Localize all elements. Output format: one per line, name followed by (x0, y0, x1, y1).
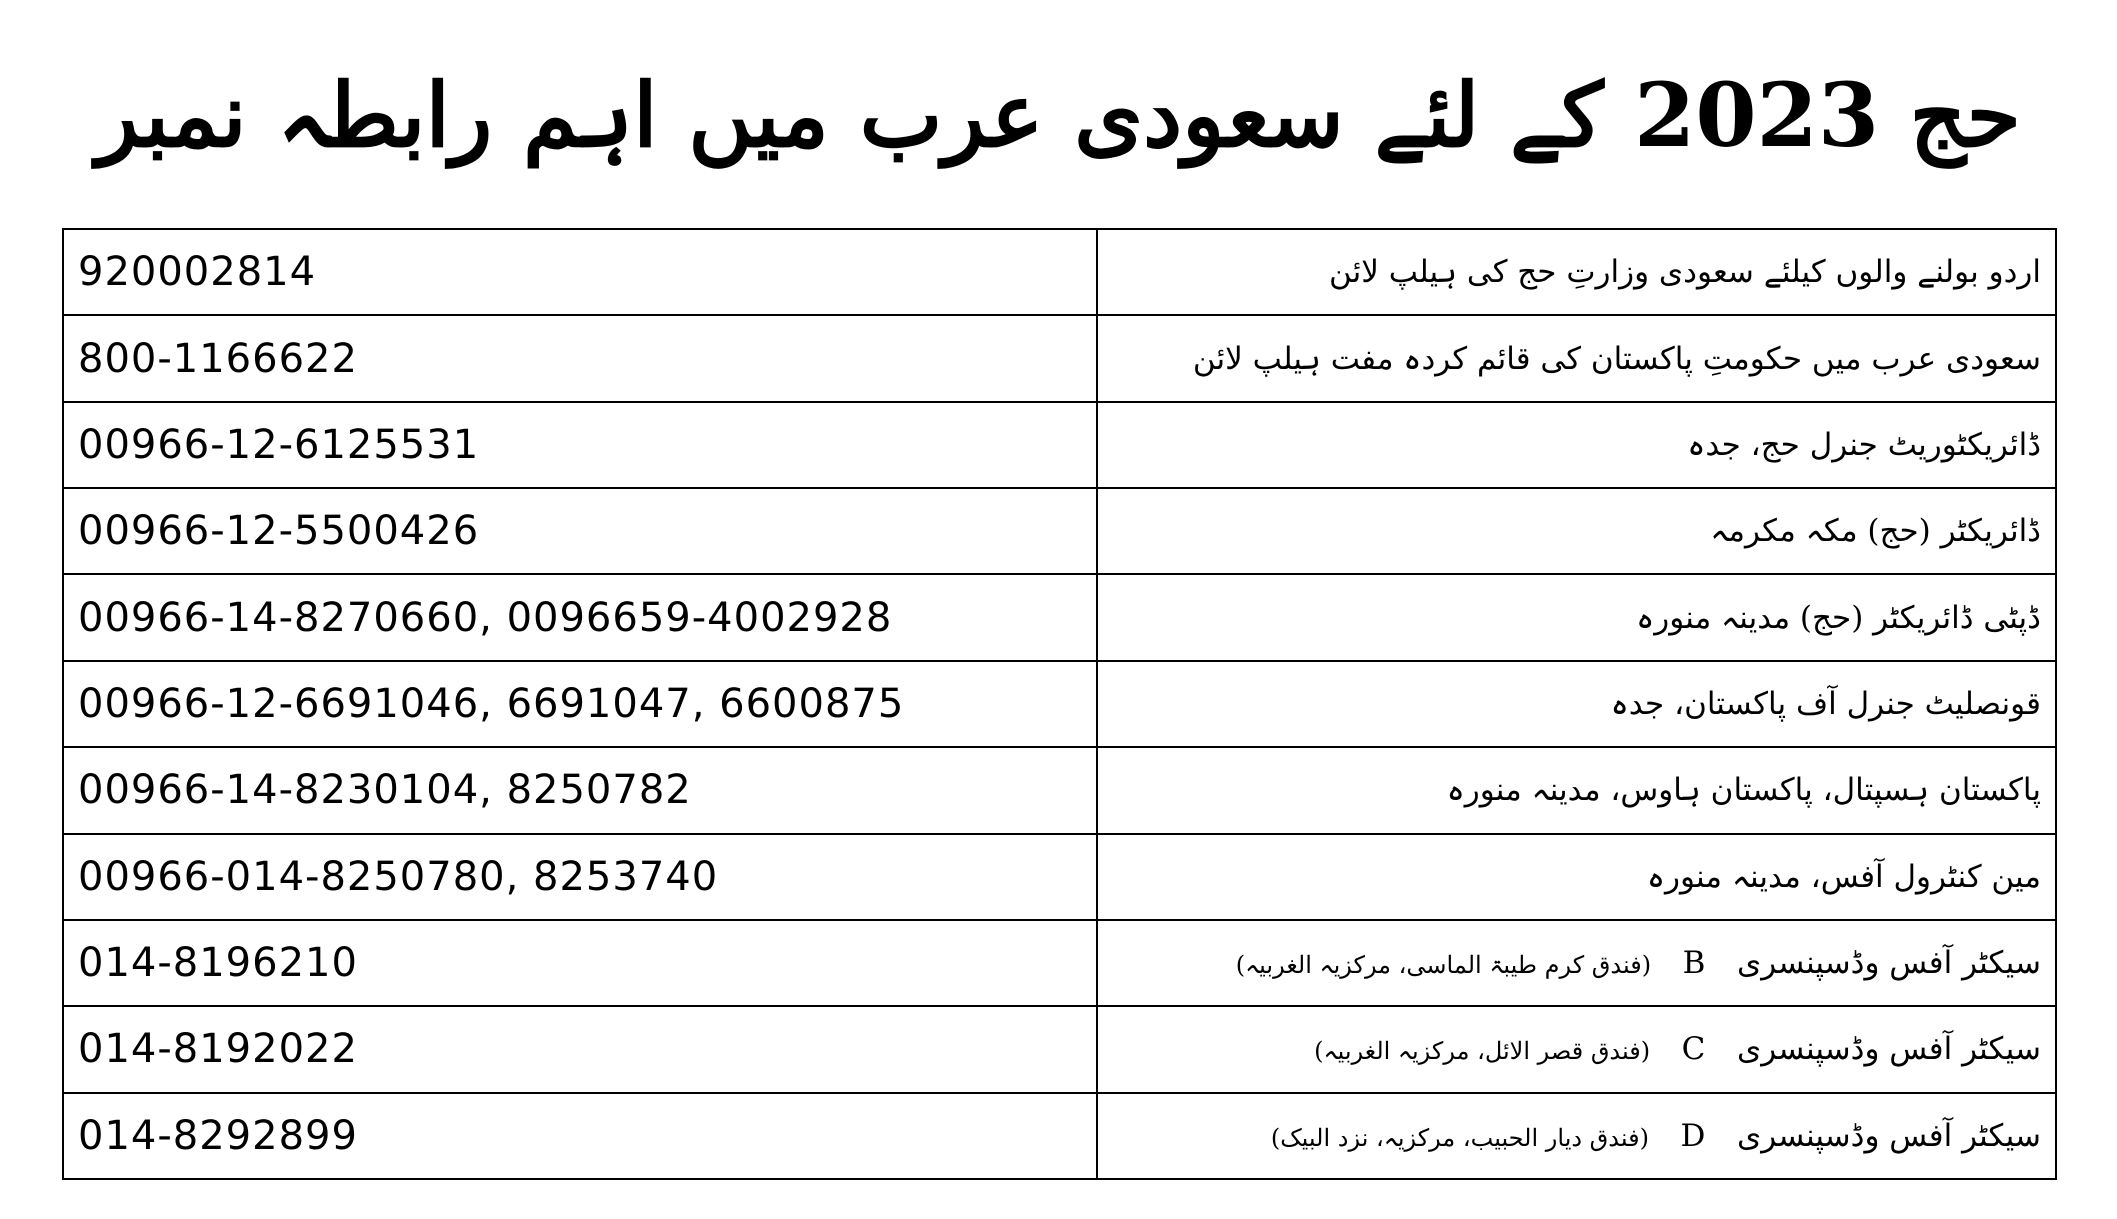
contact-name (1097, 920, 2056, 1006)
phone-number: 920002814 (63, 229, 1097, 315)
contact-name: ڈائریکٹوریٹ جنرل حج، جدہ (1097, 402, 2056, 488)
phone-number: 00966-14-8230104, 8250782 (63, 747, 1097, 833)
phone-number: 014-8192022 (63, 1006, 1097, 1092)
contact-name (1097, 1006, 2056, 1092)
table-row (63, 920, 2056, 1006)
contact-name: قونصلیٹ جنرل آف پاکستان، جدہ (1097, 661, 2056, 747)
contact-name: مین کنٹرول آفس، مدینہ منورہ (1097, 834, 2056, 920)
contact-name: ڈپٹی ڈائریکٹر (حج) مدینہ منورہ (1097, 574, 2056, 660)
sector-location: (فندق قصر الائل، مرکزیہ الغربیہ) (1314, 1037, 1651, 1066)
table-row (63, 834, 2056, 920)
contact-name (1097, 1093, 2056, 1179)
table-row (63, 1006, 2056, 1092)
phone-number: 800-1166622 (63, 315, 1097, 401)
contacts-table (62, 228, 2057, 1180)
sector-location: (فندق کرم طیبۃ الماسی، مرکزیہ الغربیہ) (1235, 951, 1652, 980)
contact-name: ڈائریکٹر (حج) مکہ مکرمہ (1097, 488, 2056, 574)
contact-name: اردو بولنے والوں کیلئے سعودی وزارتِ حج کی ہیلپ لائن (1097, 229, 2056, 315)
contact-name: سعودی عرب میں حکومتِ پاکستان کی قائم کردہ مفت ہیلپ لائن (1097, 315, 2056, 401)
contact-name: پاکستان ہسپتال، پاکستان ہاوس، مدینہ منورہ (1097, 747, 2056, 833)
sector-location: (فندق دیار الحبیب، مرکزیہ، نزد البیک) (1270, 1123, 1649, 1152)
page-title: حج 2023 کے لئے سعودی عرب میں اہم رابطہ نمبر (96, 63, 2021, 167)
table-row (63, 661, 2056, 747)
phone-number: 014-8196210 (63, 920, 1097, 1006)
table-row (63, 574, 2056, 660)
phone-number: 00966-12-6125531 (63, 402, 1097, 488)
table-row (63, 402, 2056, 488)
phone-number: 014-8292899 (63, 1093, 1097, 1179)
phone-number: 00966-12-5500426 (63, 488, 1097, 574)
table-row (63, 229, 2056, 315)
phone-number: 00966-014-8250780, 8253740 (63, 834, 1097, 920)
sector-office-label: سیکٹر آفس وڈسپنسری (1736, 1031, 2041, 1068)
sector-letter: B (1682, 945, 1706, 982)
sector-letter: C (1681, 1031, 1706, 1068)
table-row (63, 488, 2056, 574)
table-row (63, 1093, 2056, 1179)
table-row (63, 315, 2056, 401)
phone-number: 00966-12-6691046, 6691047, 6600875 (63, 661, 1097, 747)
sector-office-label: سیکٹر آفس وڈسپنسری (1736, 945, 2041, 982)
sector-letter: D (1680, 1117, 1706, 1154)
table-row (63, 747, 2056, 833)
sector-office-label: سیکٹر آفس وڈسپنسری (1736, 1117, 2041, 1154)
phone-number: 00966-14-8270660, 0096659-4002928 (63, 574, 1097, 660)
